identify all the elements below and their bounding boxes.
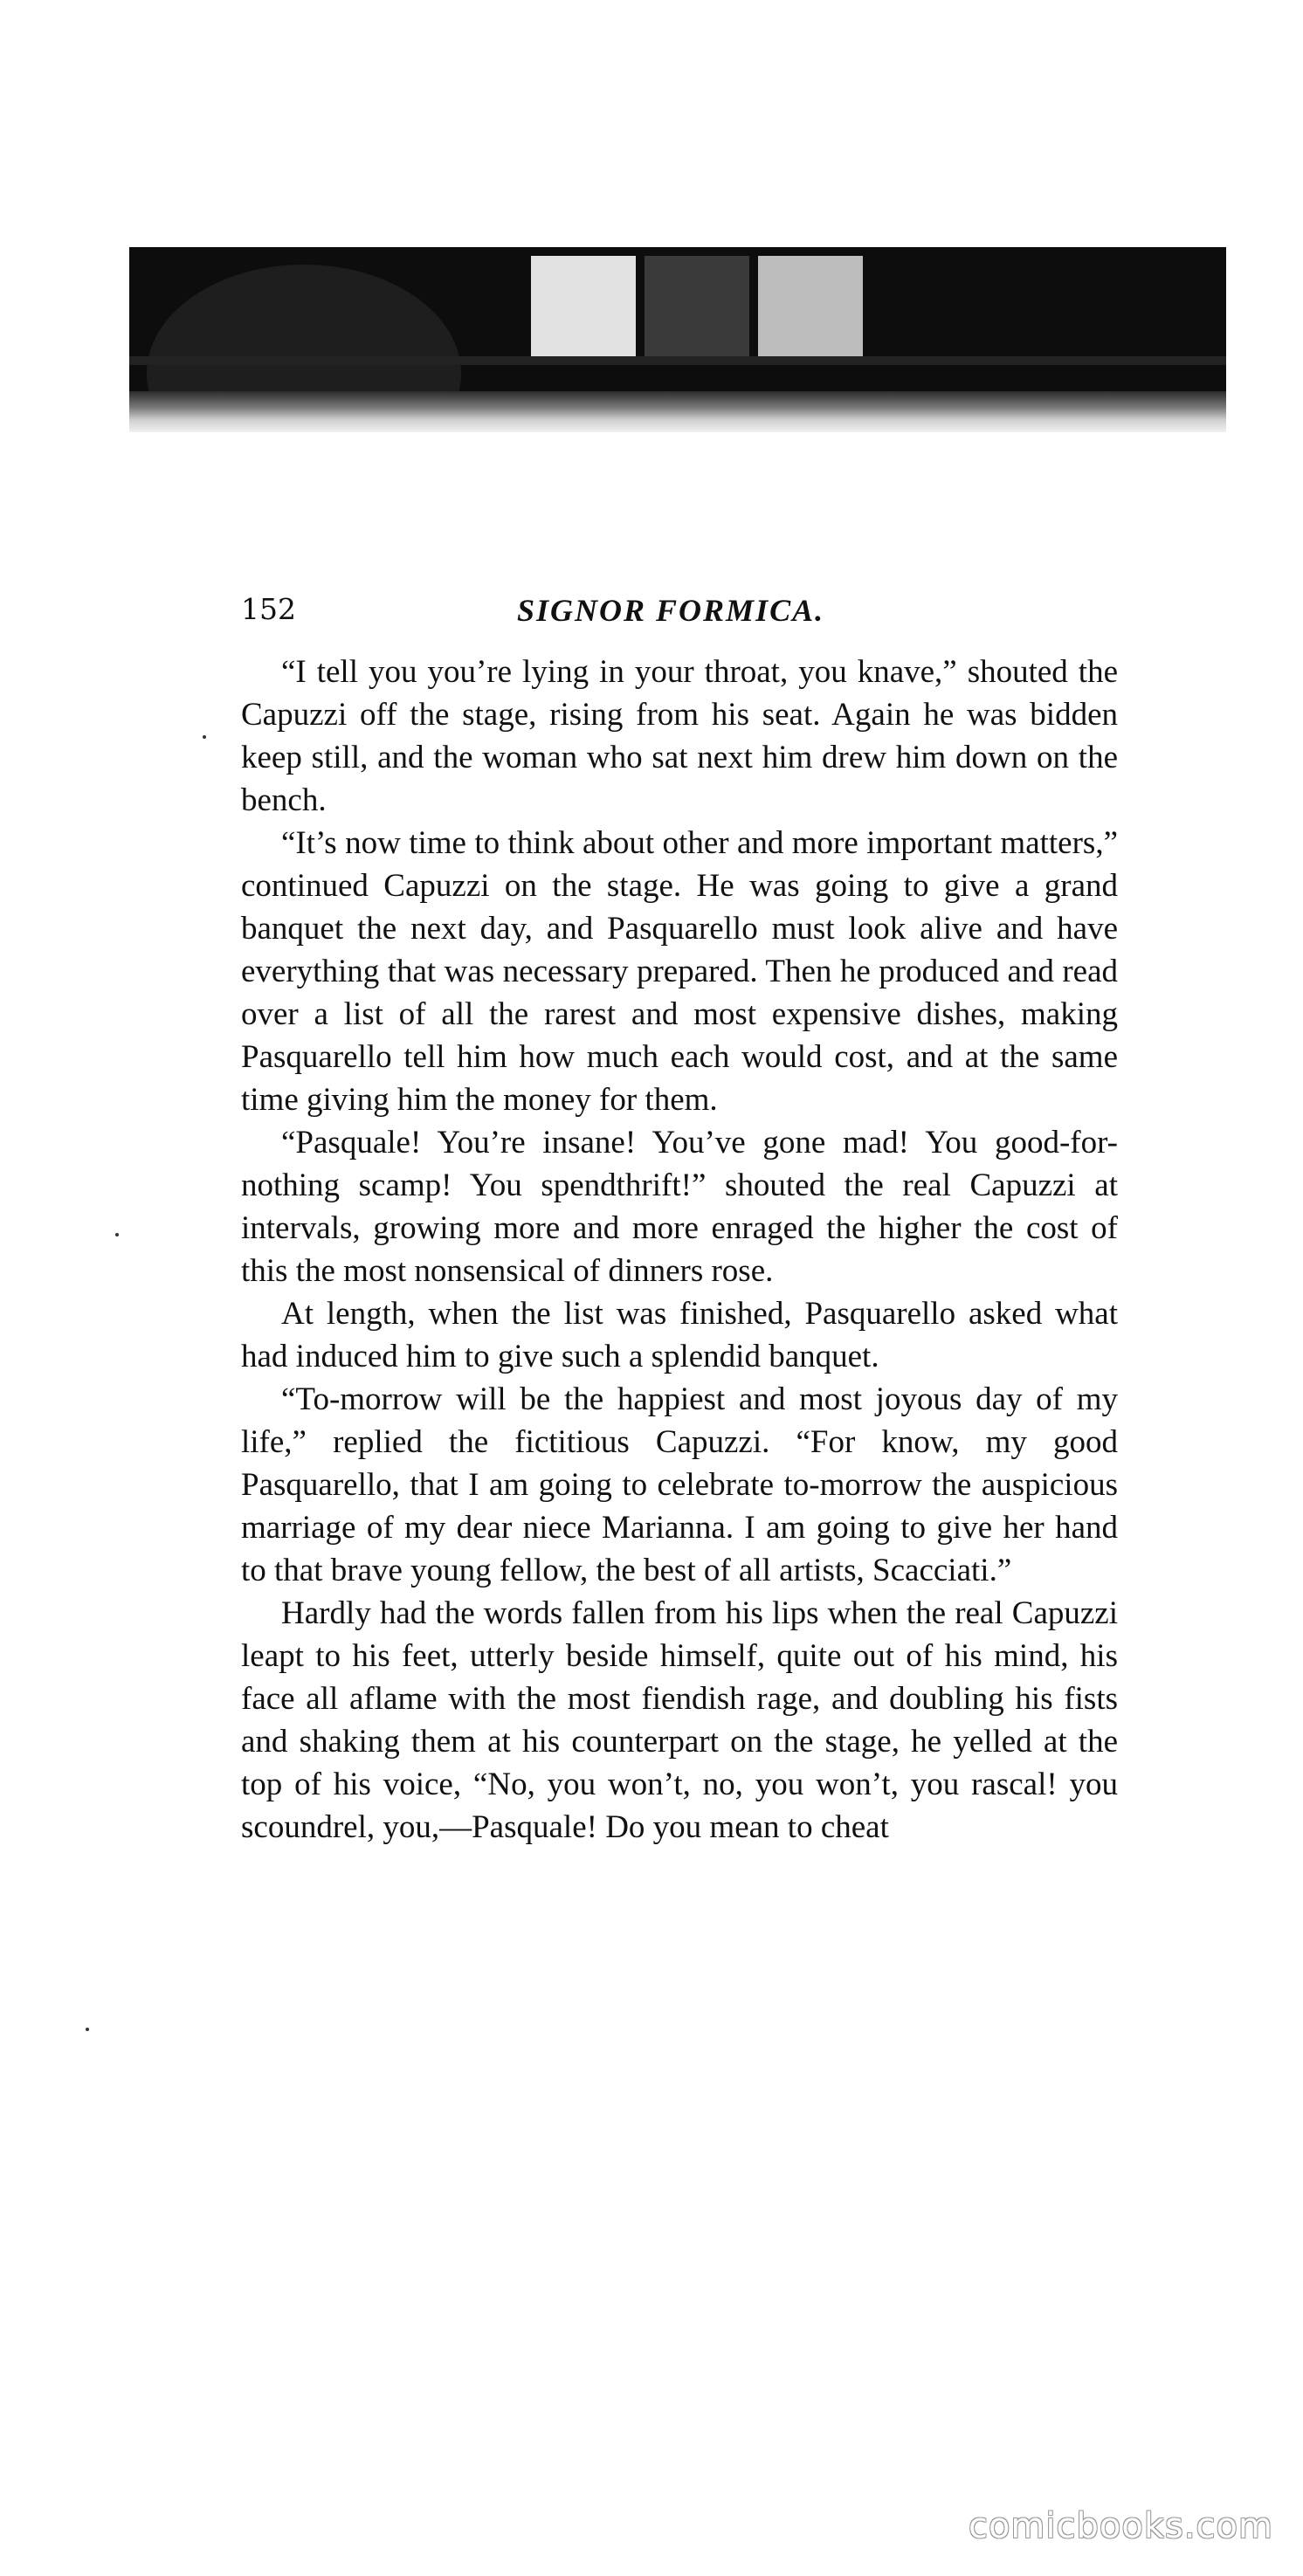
body-text [241,651,1118,1849]
paragraph: “It’s now time to think about other and more important matters,” continued Capuzzi on the stage. He was going to give a grand banquet the next day, and Pasquarello must look alive and have everything that was necessary prepared. Then he produced and read over a list of all the rarest and most expensive dishes, making Pasquarello tell him how much each would cost, and at the same time giving him the money for them. [241,825,1118,1118]
scan-light-block [531,256,636,361]
scan-shelf-line [129,356,1226,365]
running-title: SIGNOR FORMICA. [517,593,825,628]
scan-speck [203,735,206,739]
scan-speck [86,2028,89,2031]
scan-dark-block [645,256,749,361]
scanned-image-strip [129,247,1226,432]
paragraph: Hardly had the words fallen from his lips when the real Capuzzi leapt to his feet, utterly beside himself, quite out of his mind, his face all aflame with the most fiendish rage, and doubling his fists and shaking them at his counterpart on the stage, he yelled at the top of his voice, “No, you won’t, no, you won’t, you rascal! you scoundrel, you,—Pasquale! Do you mean to cheat [241,1595,1118,1845]
scan-gray-block [758,256,863,361]
scan-speck [115,1233,119,1236]
running-head [241,592,1226,630]
page-number: 152 [241,592,296,626]
scan-floor-gradient [129,391,1226,432]
watermark: comicbooks.com [968,2506,1273,2546]
paragraph: At length, when the list was finished, Pasquarello asked what had induced him to give such a splendid banquet. [241,1296,1118,1374]
paragraph: “Pasquale! You’re insane! You’ve gone mad! You good-for-nothing scamp! You spendthrift!” shouted the real Capuzzi at intervals, growing more and more enraged the higher the cost of this the most nonsensical of dinners rose. [241,1125,1118,1289]
paragraph: “I tell you you’re lying in your throat, you knave,” shouted the Capuzzi off the stage, rising from his seat. Again he was bidden keep still, and the woman who sat next him drew him down on the bench. [241,654,1118,818]
paragraph: “To-morrow will be the happiest and most joyous day of my life,” replied the fictitious Capuzzi. “For know, my good Pasquarello, that I am going to celebrate to-morrow the auspicious marriage of my dear niece Marianna. I am going to give her hand to that brave young fellow, the best of all artists, Scacciati.” [241,1381,1118,1588]
